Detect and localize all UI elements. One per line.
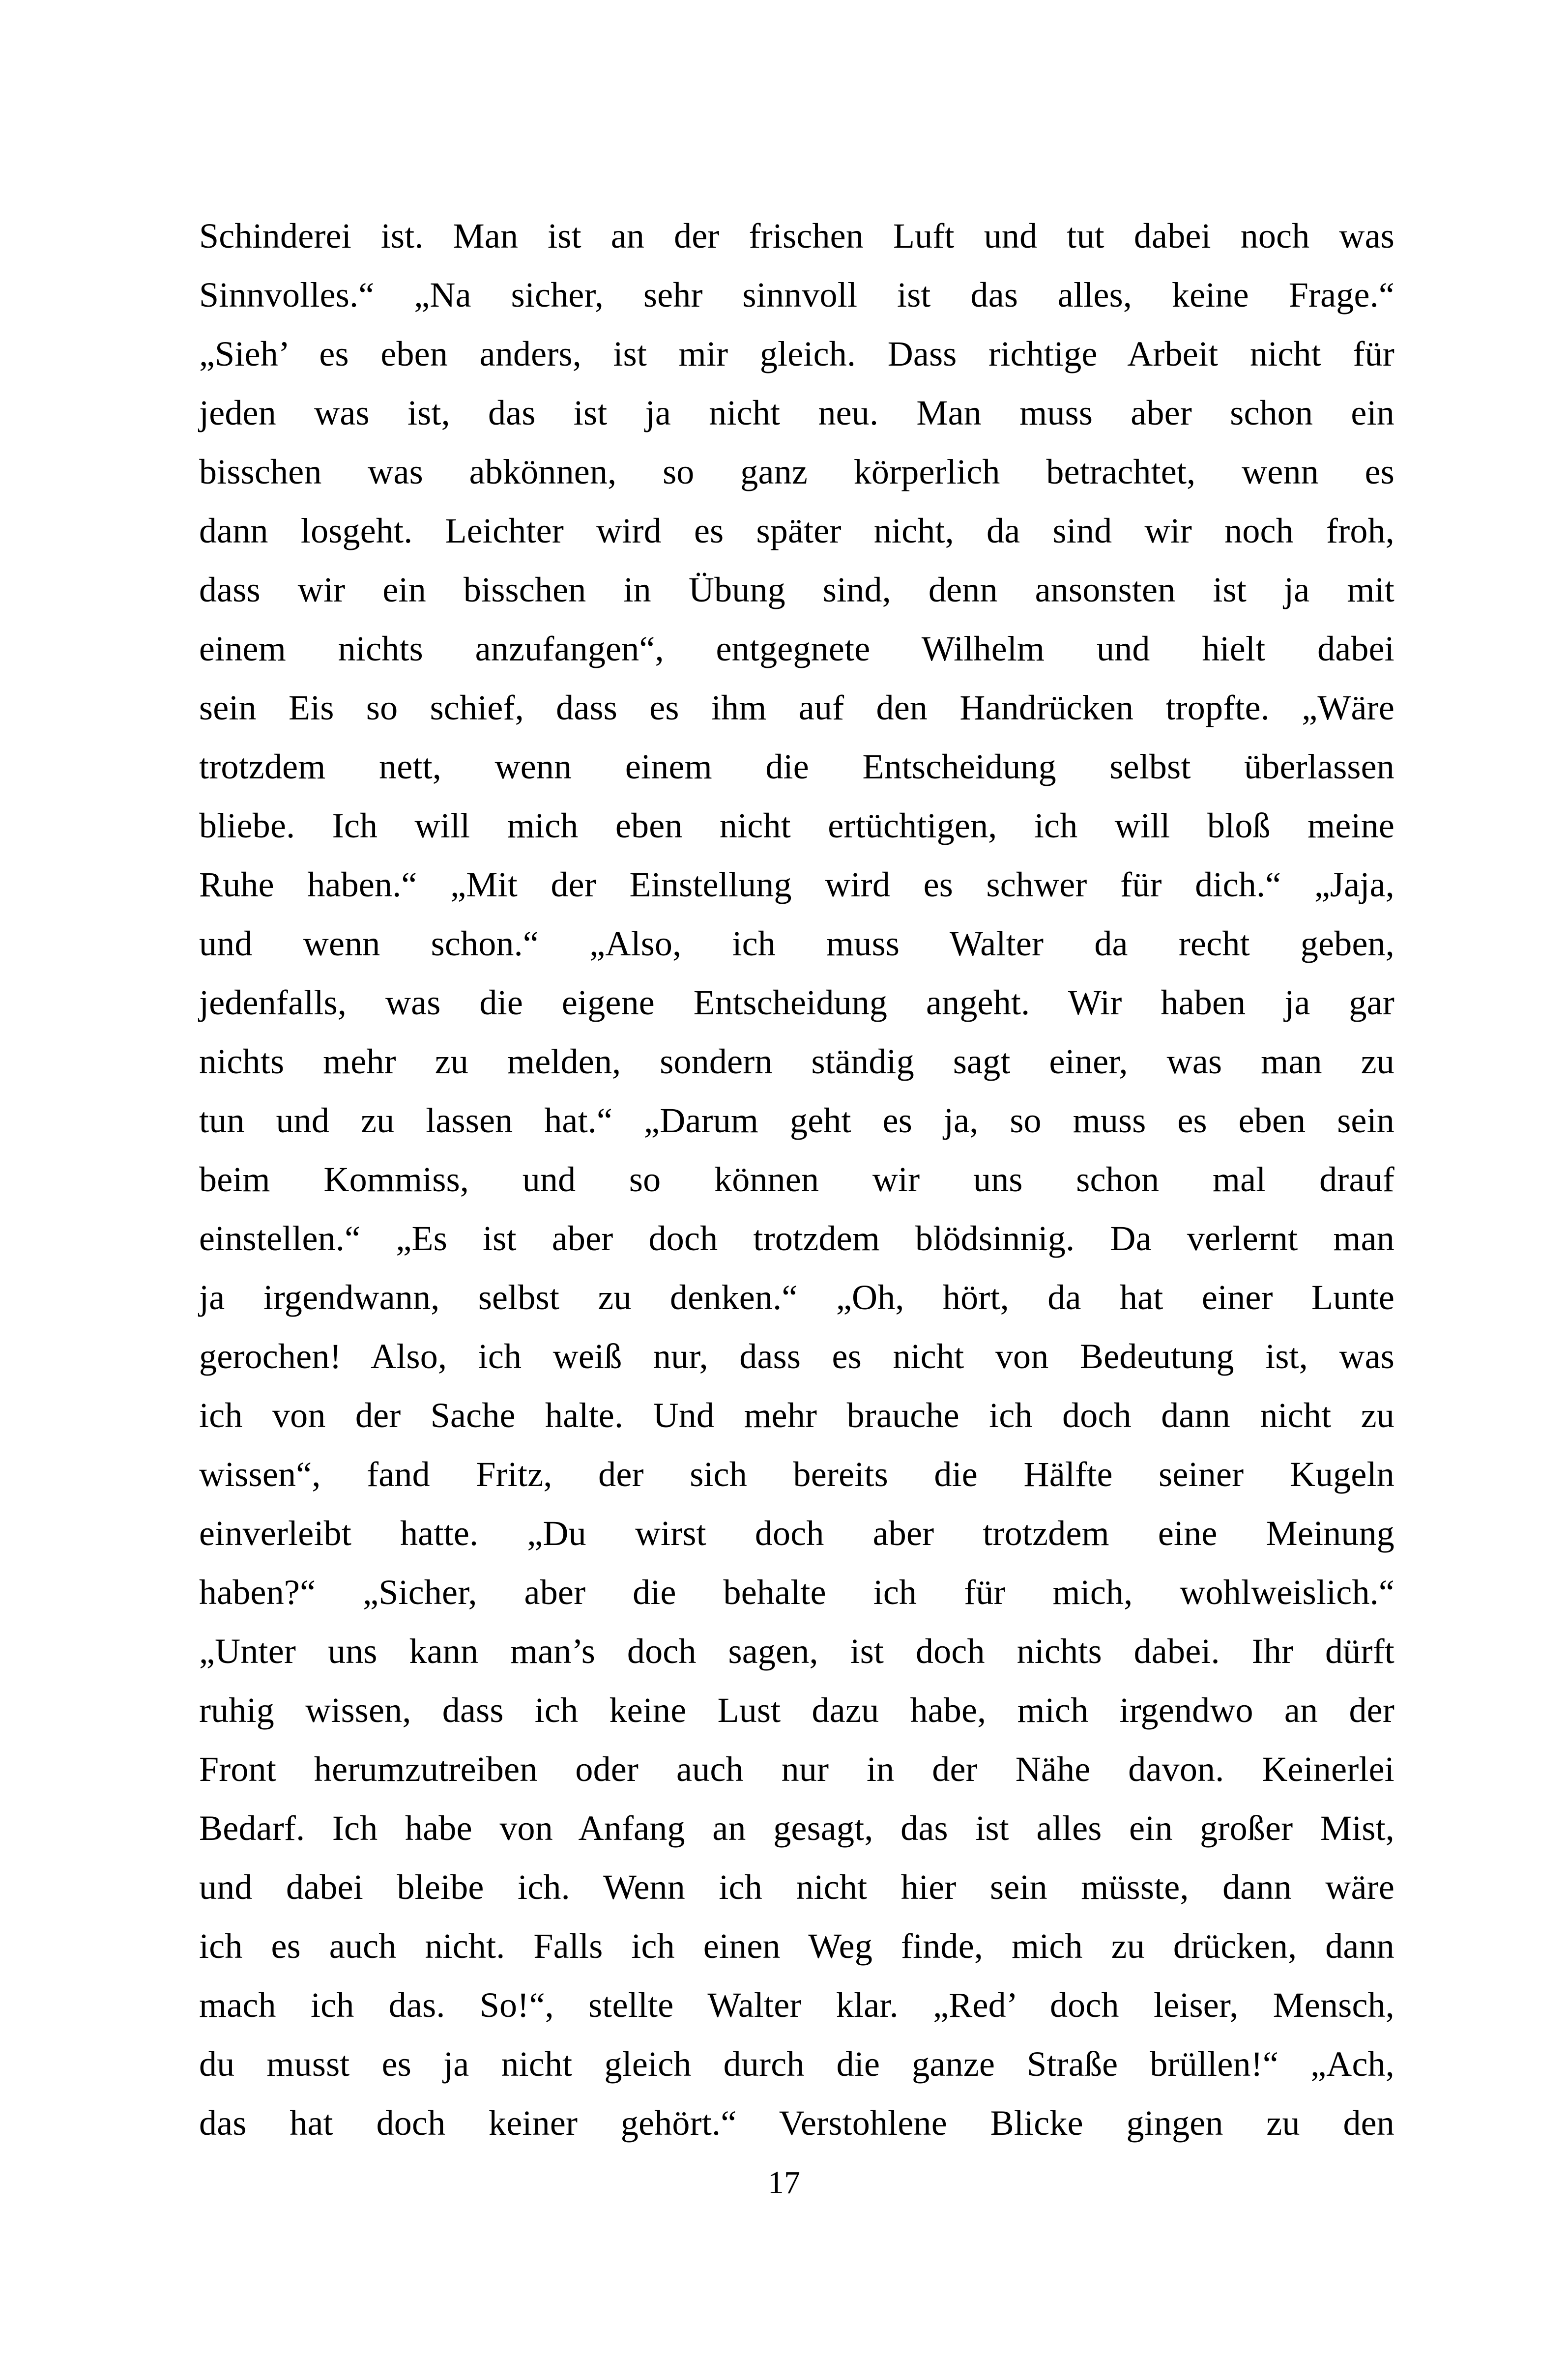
text-line: dann losgeht. Leichter wird es später nicht, da sind wir noch froh,: [199, 511, 1394, 550]
text-line: mach ich das. So!“, stellte Walter klar. „Red’ doch leiser, Mensch,: [199, 1985, 1394, 2025]
text-line: einstellen.“ „Es ist aber doch trotzdem blödsinnig. Da verlernt man: [199, 1219, 1394, 1258]
text-line: ja irgendwann, selbst zu denken.“ „Oh, hört, da hat einer Lunte: [199, 1278, 1394, 1317]
text-line: und wenn schon.“ „Also, ich muss Walter da recht geben,: [199, 924, 1394, 963]
text-line: trotzdem nett, wenn einem die Entscheidung selbst überlassen: [199, 747, 1394, 786]
text-line: haben?“ „Sicher, aber die behalte ich für mich, wohlweislich.“: [199, 1573, 1394, 1612]
text-line: nichts mehr zu melden, sondern ständig sagt einer, was man zu: [199, 1042, 1394, 1081]
text-block: [199, 206, 1394, 2152]
text-line: gerochen! Also, ich weiß nur, dass es nicht von Bedeutung ist, was: [199, 1337, 1394, 1376]
text-line: bisschen was abkönnen, so ganz körperlich betrachtet, wenn es: [199, 452, 1394, 491]
page-number: 17: [768, 2165, 800, 2201]
text-line: jeden was ist, das ist ja nicht neu. Man muss aber schon ein: [199, 393, 1394, 432]
text-line: ich es auch nicht. Falls ich einen Weg finde, mich zu drücken, dann: [199, 1926, 1394, 1966]
text-line: du musst es ja nicht gleich durch die ganze Straße brüllen!“ „Ach,: [199, 2044, 1394, 2084]
text-line: dass wir ein bisschen in Übung sind, denn ansonsten ist ja mit: [199, 570, 1394, 609]
text-line: Schinderei ist. Man ist an der frischen Luft und tut dabei noch was: [199, 216, 1394, 256]
text-line: das hat doch keiner gehört.“ Verstohlene Blicke gingen zu den: [199, 2103, 1394, 2143]
text-line: „Sieh’ es eben anders, ist mir gleich. Dass richtige Arbeit nicht für: [199, 334, 1394, 373]
text-line: ruhig wissen, dass ich keine Lust dazu habe, mich irgendwo an der: [199, 1691, 1394, 1730]
text-line: wissen“, fand Fritz, der sich bereits die Hälfte seiner Kugeln: [199, 1455, 1394, 1494]
text-line: ich von der Sache halte. Und mehr brauche ich doch dann nicht zu: [199, 1396, 1394, 1435]
text-line: bliebe. Ich will mich eben nicht ertüchtigen, ich will bloß meine: [199, 806, 1394, 845]
text-line: und dabei bleibe ich. Wenn ich nicht hier sein müsste, dann wäre: [199, 1867, 1394, 1907]
text-line: Sinnvolles.“ „Na sicher, sehr sinnvoll ist das alles, keine Frage.“: [199, 275, 1394, 315]
text-line: Ruhe haben.“ „Mit der Einstellung wird es schwer für dich.“ „Jaja,: [199, 865, 1394, 904]
text-line: beim Kommiss, und so können wir uns schon mal drauf: [199, 1160, 1394, 1199]
text-line: einem nichts anzufangen“, entgegnete Wilhelm und hielt dabei: [199, 629, 1394, 668]
text-line: Front herumzutreiben oder auch nur in der Nähe davon. Keinerlei: [199, 1749, 1394, 1789]
text-line: „Unter uns kann man’s doch sagen, ist doch nichts dabei. Ihr dürft: [199, 1632, 1394, 1671]
text-line: einverleibt hatte. „Du wirst doch aber trotzdem eine Meinung: [199, 1514, 1394, 1553]
text-line: Bedarf. Ich habe von Anfang an gesagt, das ist alles ein großer Mist,: [199, 1808, 1394, 1848]
text-line: tun und zu lassen hat.“ „Darum geht es ja, so muss es eben sein: [199, 1101, 1394, 1140]
text-line: sein Eis so schief, dass es ihm auf den Handrücken tropfte. „Wäre: [199, 688, 1394, 727]
text-line: jedenfalls, was die eigene Entscheidung angeht. Wir haben ja gar: [199, 983, 1394, 1022]
